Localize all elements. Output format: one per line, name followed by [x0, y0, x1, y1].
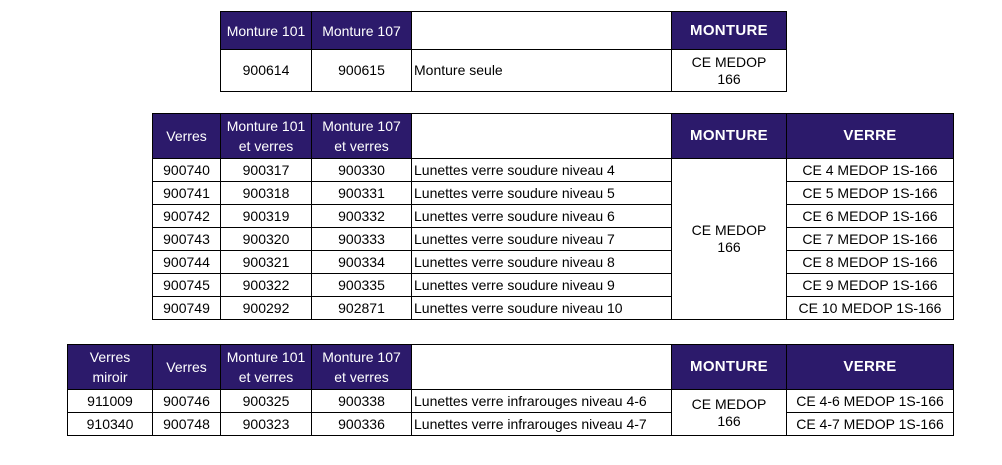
- header-line: Monture 107: [322, 349, 401, 365]
- header-monture-101: Monture 101: [221, 12, 312, 50]
- header-monture-101-et-verres: [221, 345, 312, 390]
- cell-reference: 900336: [312, 413, 412, 436]
- table-row: [153, 251, 954, 274]
- header-line: et verres: [334, 369, 389, 385]
- cell-description: Lunettes verre soudure niveau 7: [412, 228, 672, 251]
- table-row: [68, 413, 954, 436]
- table-row: [68, 390, 954, 413]
- cell-monture-standard: [672, 390, 787, 436]
- cell-reference: 900743: [153, 228, 221, 251]
- header-blank: [412, 345, 672, 390]
- cell-description: Lunettes verre soudure niveau 9: [412, 274, 672, 297]
- cell-description: Lunettes verre soudure niveau 10: [412, 297, 672, 320]
- cell-verre-standard: CE 5 MEDOP 1S-166: [787, 182, 954, 205]
- monture-line: CE MEDOP: [691, 395, 767, 412]
- header-line: MONTURE: [690, 358, 768, 375]
- header-line: Verres: [89, 349, 131, 365]
- header-verres-miroir: [68, 345, 153, 390]
- cell-verre-standard: CE 10 MEDOP 1S-166: [787, 297, 954, 320]
- table-monture-seule: [220, 11, 787, 92]
- header-line: et verres: [238, 138, 294, 154]
- monture-line: 166: [717, 239, 741, 255]
- header-monture-107-et-verres: [312, 114, 412, 159]
- cell-reference: 911009: [68, 390, 153, 413]
- header-line: Monture 101: [226, 118, 306, 134]
- header-verre: [787, 345, 954, 390]
- cell-monture-standard: CE MEDOP 166: [672, 50, 787, 92]
- cell-reference: 902871: [312, 297, 412, 320]
- header-line: MONTURE: [690, 127, 768, 144]
- monture-line: 166: [717, 412, 741, 429]
- cell-verre-standard: CE 8 MEDOP 1S-166: [787, 251, 954, 274]
- cell-reference: 900740: [153, 159, 221, 182]
- header-line: et verres: [238, 369, 294, 385]
- cell-description: Lunettes verre soudure niveau 4: [412, 159, 672, 182]
- header-line: Verres: [166, 128, 207, 144]
- cell-reference: 900318: [221, 182, 312, 205]
- header-verres: [153, 114, 221, 159]
- cell-description: Lunettes verre infrarouges niveau 4-6: [412, 390, 672, 413]
- monture-line: CE MEDOP: [691, 222, 767, 238]
- header-line: Monture 101: [226, 349, 306, 365]
- cell-reference: 900338: [312, 390, 412, 413]
- header-line: Monture 107: [322, 118, 401, 134]
- cell-reference: 900331: [312, 182, 412, 205]
- cell-verre-standard: CE 4 MEDOP 1S-166: [787, 159, 954, 182]
- cell-description: Lunettes verre soudure niveau 6: [412, 205, 672, 228]
- table-row: [153, 274, 954, 297]
- header-monture: [672, 114, 787, 159]
- cell-reference: 900330: [312, 159, 412, 182]
- cell-reference: 900323: [221, 413, 312, 436]
- table-row: [153, 205, 954, 228]
- cell-reference: 900322: [221, 274, 312, 297]
- table-infrarouges: [67, 344, 954, 436]
- cell-description: Lunettes verre soudure niveau 8: [412, 251, 672, 274]
- cell-verre-standard: CE 9 MEDOP 1S-166: [787, 274, 954, 297]
- cell-reference: 900334: [312, 251, 412, 274]
- cell-reference: 900320: [221, 228, 312, 251]
- cell-verre-standard: CE 4-7 MEDOP 1S-166: [787, 413, 954, 436]
- header-line: VERRE: [843, 127, 897, 144]
- header-line: VERRE: [843, 358, 897, 375]
- cell-reference: 900292: [221, 297, 312, 320]
- header-verres: [153, 345, 221, 390]
- header-verre: [787, 114, 954, 159]
- cell-verre-standard: CE 4-6 MEDOP 1S-166: [787, 390, 954, 413]
- table-row: [153, 297, 954, 320]
- header-line: et verres: [334, 138, 389, 154]
- header-blank: [412, 12, 672, 50]
- header-line: Verres: [166, 359, 207, 375]
- cell-reference: 900744: [153, 251, 221, 274]
- table-row: [153, 182, 954, 205]
- header-monture-107-et-verres: [312, 345, 412, 390]
- cell-reference: 900745: [153, 274, 221, 297]
- table-row: [153, 228, 954, 251]
- cell-description: Monture seule: [412, 50, 672, 92]
- cell-reference: 900333: [312, 228, 412, 251]
- cell-reference: 900325: [221, 390, 312, 413]
- cell-monture-101: 900614: [221, 50, 312, 92]
- header-monture: MONTURE: [672, 12, 787, 50]
- cell-description: Lunettes verre soudure niveau 5: [412, 182, 672, 205]
- cell-monture-107: 900615: [312, 50, 412, 92]
- cell-reference: 900321: [221, 251, 312, 274]
- cell-reference: 900746: [153, 390, 221, 413]
- cell-verre-standard: CE 7 MEDOP 1S-166: [787, 228, 954, 251]
- header-monture-101-et-verres: [221, 114, 312, 159]
- header-monture-107: Monture 107: [312, 12, 412, 50]
- cell-reference: 900741: [153, 182, 221, 205]
- cell-reference: 900335: [312, 274, 412, 297]
- table-row: [153, 159, 954, 182]
- header-monture: [672, 345, 787, 390]
- cell-reference: 900742: [153, 205, 221, 228]
- cell-verre-standard: CE 6 MEDOP 1S-166: [787, 205, 954, 228]
- table-soudure: [152, 113, 954, 320]
- cell-reference: 900749: [153, 297, 221, 320]
- cell-reference: 900748: [153, 413, 221, 436]
- cell-description: Lunettes verre infrarouges niveau 4-7: [412, 413, 672, 436]
- cell-monture-standard: [672, 159, 787, 320]
- cell-reference: 900317: [221, 159, 312, 182]
- cell-reference: 900319: [221, 205, 312, 228]
- header-line: miroir: [92, 369, 128, 385]
- cell-reference: 900332: [312, 205, 412, 228]
- cell-reference: 910340: [68, 413, 153, 436]
- header-blank: [412, 114, 672, 159]
